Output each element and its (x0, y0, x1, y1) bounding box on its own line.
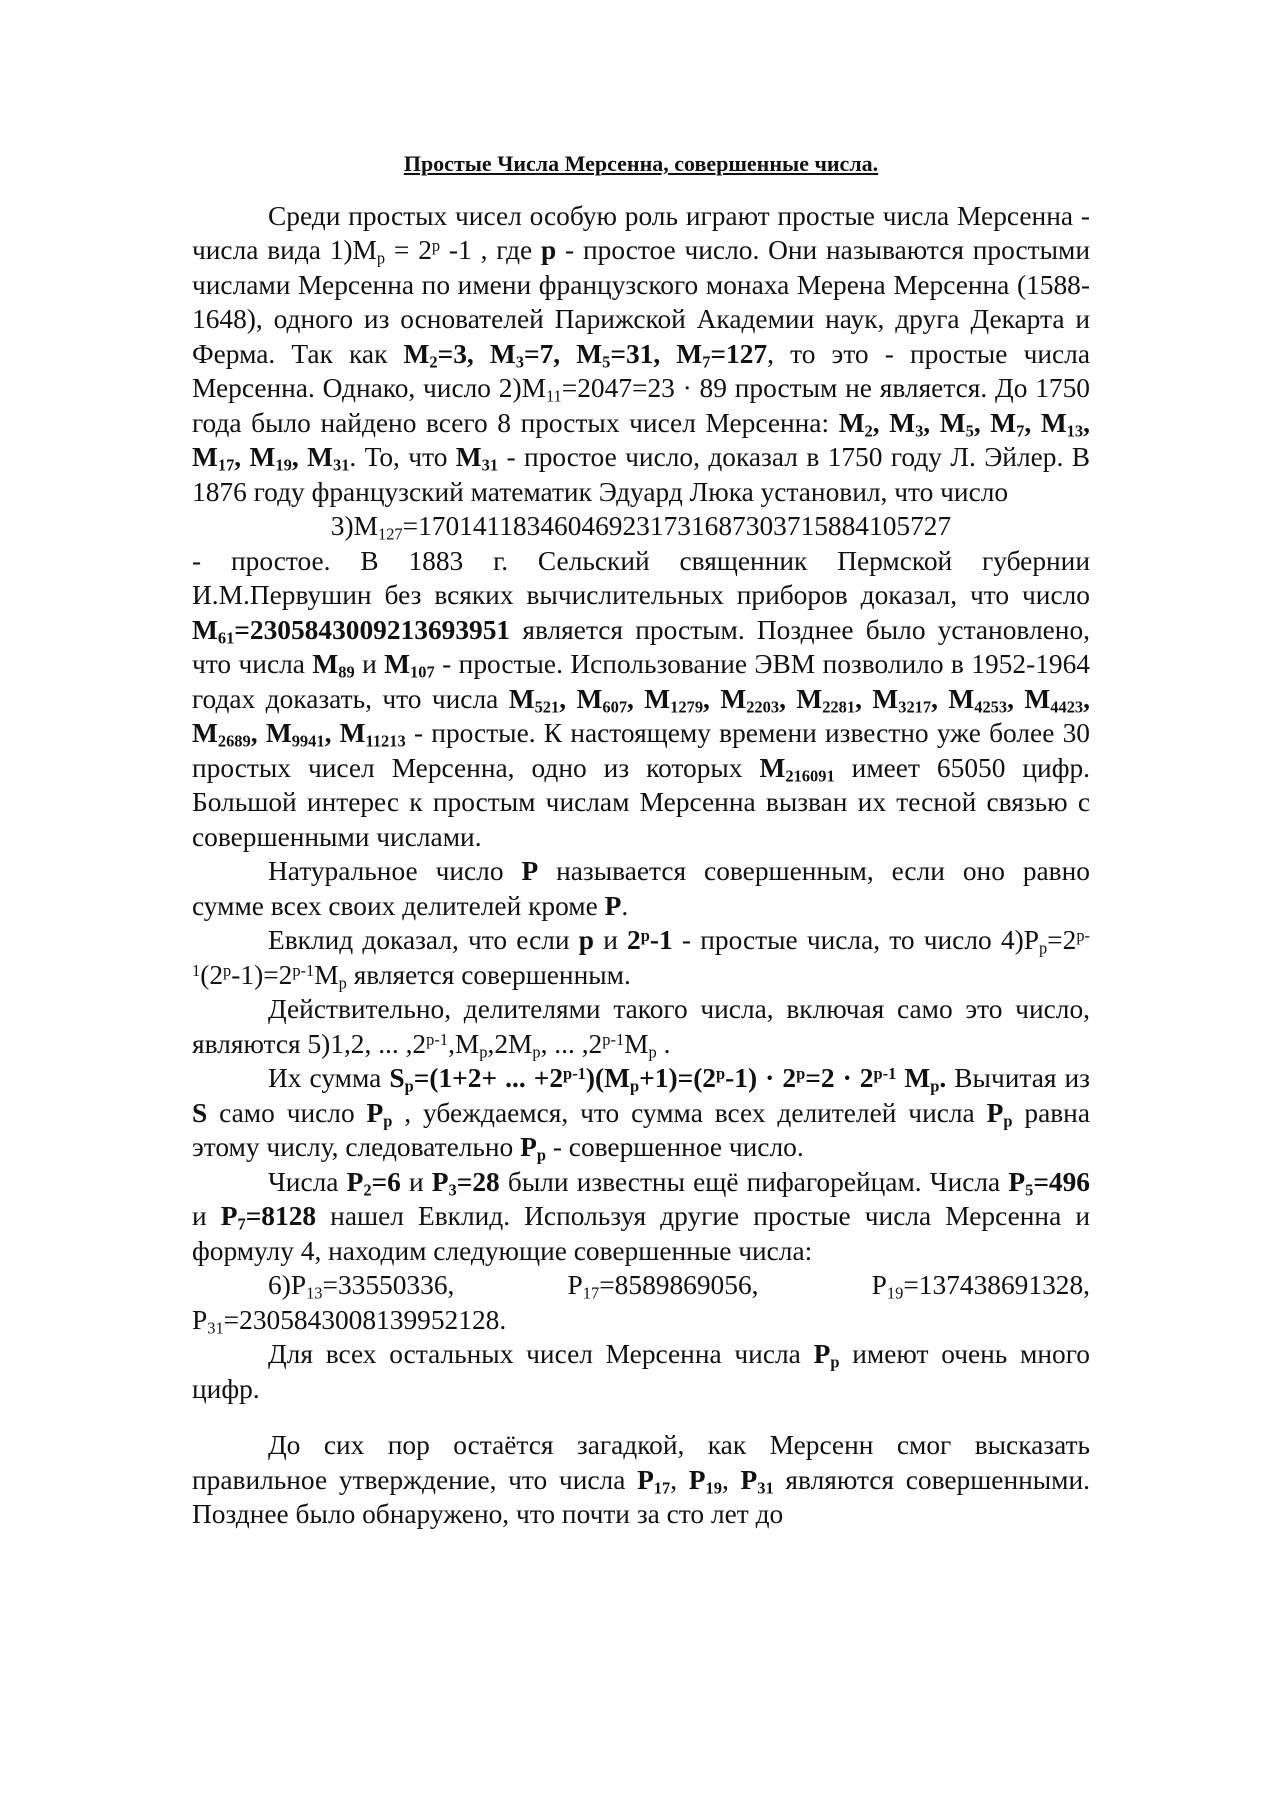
subscript: 89 (338, 662, 355, 682)
bold-text: +1)=(2 (639, 1063, 717, 1094)
subscript: 2 (429, 352, 438, 372)
subscript: p (830, 1352, 840, 1372)
bold-text: p (541, 235, 557, 266)
superscript: p (640, 925, 650, 945)
paragraph (192, 992, 1090, 1061)
text-run: , (670, 1464, 689, 1495)
subscript: 7 (702, 352, 711, 372)
text-run: - простое число, доказал в 1750 году Л. Эйлер. В 1876 году французский математик Эдуард Люка установил, что число (192, 442, 1090, 507)
subscript: 31 (481, 455, 499, 475)
text-run: =33550336, P (322, 1270, 583, 1301)
bold-text: p (578, 925, 595, 956)
text-run: Числа (268, 1166, 347, 1197)
text-run: и (192, 1201, 221, 1232)
text-run: ,2M (487, 1028, 533, 1059)
subscript: 3217 (898, 697, 932, 717)
text-run: =2 (1047, 925, 1077, 956)
subscript: 19 (886, 1283, 904, 1303)
subscript: 13 (306, 1283, 323, 1303)
text-run: =2047=23 · 89 простым не является. До 1750 года было найдено всего 8 простых чисел Мерсенна: (192, 373, 1090, 438)
text-run: - простые числа, то число 4)P (672, 925, 1039, 956)
bold-text: , M (234, 442, 276, 473)
bold-text: M (508, 683, 535, 714)
text-run: - простые. Использование ЭВМ позволило в 1952-1964 годах доказать, что числа (192, 649, 1090, 714)
text-run: нашел Евклид. Используя другие простые числа Мерсенна и формулу 4, находим следующие совершенные числа: (192, 1201, 1090, 1266)
subscript: p (536, 1145, 546, 1165)
subscript: 1279 (670, 697, 704, 717)
bold-text: =127 (710, 338, 768, 369)
superscript: p-1 (292, 960, 315, 980)
subscript: 61 (217, 628, 235, 648)
bold-text: , M (931, 683, 975, 714)
text-run: Среди простых чисел особую роль играют простые числа Мерсенна - числа вида 1)M (192, 200, 1090, 266)
bold-text: , M (324, 718, 366, 749)
paragraph (192, 1337, 1090, 1406)
bold-text: P (520, 1132, 537, 1163)
subscript: 2 (864, 421, 873, 441)
bold-text: P (431, 1166, 449, 1197)
bold-text: P (813, 1339, 831, 1370)
bold-text: , M (923, 407, 966, 438)
text-run: ,M (448, 1028, 480, 1059)
text-run: - простое. В 1883 г. Сельский священник Пермской губернии И.М.Первушин без всяких вычислительных приборов доказал, что число (192, 545, 1090, 611)
bold-text: P (637, 1464, 654, 1495)
subscript: 31 (207, 1318, 224, 1338)
text-run: -1 , где (440, 235, 542, 266)
subscript: 19 (275, 455, 292, 475)
paragraph (192, 544, 1090, 855)
text-run: M (314, 959, 339, 990)
subscript: p (1038, 938, 1048, 958)
paragraph (192, 1061, 1090, 1165)
subscript: 31 (332, 455, 350, 475)
subscript: 9941 (291, 731, 325, 751)
subscript: p (479, 1042, 488, 1062)
subscript: 11 (545, 386, 562, 406)
text-run: - простое число. Они называются простыми числами Мерсенна по имени французского монаха Мерена Мерсенна (1588-1648), одного из основателей Парижской Академии наук, друга Декарта и Ферма. Так как (192, 235, 1091, 369)
superscript: p-1 (602, 1029, 625, 1049)
subscript: 607 (602, 697, 628, 717)
text-run: . То, что (349, 442, 456, 473)
text-run: 3)M (330, 511, 378, 542)
text-run: =2305843008139952128. (223, 1304, 507, 1335)
subscript: 3 (915, 421, 924, 441)
subscript: 17 (217, 455, 235, 475)
bold-text: =31, M (610, 338, 703, 369)
bold-text: =496 (1033, 1166, 1091, 1197)
text-run: - простые. К настоящему времени известно уже более 30 простых чисел Мерсенна, одно из которых (192, 718, 1090, 783)
document-body (192, 199, 1090, 1532)
paragraph (192, 1268, 1090, 1337)
subscript: 5 (1025, 1180, 1034, 1200)
superscript: p-1 (192, 925, 1091, 980)
bold-text: M (759, 752, 786, 783)
superscript: p-1 (873, 1063, 897, 1083)
text-run: являются совершенными. Позднее было обнаружено, что почти за сто лет до (192, 1464, 1090, 1530)
bold-text: , M (627, 683, 671, 714)
bold-text: =8128 (245, 1201, 317, 1232)
subscript: 3 (448, 1180, 457, 1200)
bold-text: , M (291, 442, 333, 473)
text-run: =8589869056, P (599, 1270, 887, 1301)
subscript: 521 (534, 697, 560, 717)
subscript: p (648, 1042, 657, 1062)
text-run: , ... ,2 (540, 1028, 603, 1059)
text-run: . (656, 1028, 671, 1059)
bold-text: S (389, 1063, 405, 1094)
subscript: 7 (1016, 421, 1025, 441)
bold-text: =(1+2+ ... +2 (413, 1063, 564, 1094)
text-run: является простым. Позднее было установлено, что числа (192, 614, 1090, 680)
superscript: p (431, 235, 441, 255)
bold-text: , M (855, 683, 899, 714)
subscript: 2689 (217, 731, 251, 751)
text-run: Вычитая из (946, 1063, 1090, 1094)
bold-text: . (939, 1063, 947, 1094)
bold-text: , M (872, 407, 916, 438)
subscript: p (376, 248, 386, 268)
bold-text: -1 (649, 925, 673, 956)
subscript: 7 (237, 1214, 246, 1234)
bold-text: M (403, 338, 430, 369)
subscript: 127 (377, 524, 403, 544)
subscript: 17 (653, 1478, 671, 1498)
subscript: 31 (757, 1478, 774, 1498)
bold-text: P (740, 1464, 758, 1495)
superscript: p (716, 1063, 726, 1083)
bold-text: =7, M (523, 338, 603, 369)
text-run: были известны ещё пифагорейцам. Числа (499, 1166, 1009, 1197)
bold-text: =28 (456, 1166, 500, 1197)
paragraph (192, 509, 1090, 544)
bold-text: , M (250, 718, 292, 749)
subscript: 4423 (1050, 697, 1084, 717)
text-run: Для всех остальных чисел Мерсенна числа (268, 1339, 814, 1370)
subscript: p (383, 1111, 393, 1131)
subscript: p (404, 1076, 414, 1096)
subscript: p (532, 1042, 541, 1062)
bold-text: S (192, 1097, 208, 1128)
bold-text: M (192, 614, 218, 645)
bold-text: , M (1007, 683, 1051, 714)
superscript: p (796, 1063, 806, 1083)
paragraph (192, 854, 1090, 923)
text-run: имеет 65050 цифр. Большой интерес к простым числам Мерсенна вызван их тесной связью с совершенными числами. (192, 752, 1091, 852)
bold-text: M (384, 649, 411, 680)
subscript: 3 (515, 352, 524, 372)
subscript: p (630, 1076, 640, 1096)
text-run: и (400, 1166, 432, 1197)
text-run: , убеждаемся, что сумма всех делителей числа (392, 1097, 987, 1128)
bold-text: P (220, 1201, 238, 1232)
text-run: -1)=2 (231, 959, 293, 990)
subscript: 2 (363, 1180, 372, 1200)
text-run: = 2 (385, 235, 432, 266)
subscript: 2203 (746, 697, 780, 717)
subscript: p (1003, 1111, 1013, 1131)
text-run: называется совершенным, если оно равно сумме всех своих делителей кроме (192, 856, 1090, 921)
text-run: Натуральное число (268, 856, 522, 887)
document-title: Простые Числа Мерсенна, совершенные числа. (403, 151, 879, 176)
text-run: =170141183460469231731687303715884105727 (402, 511, 952, 542)
bold-text: M (896, 1063, 931, 1094)
paragraph (192, 923, 1090, 992)
bold-text: , M (192, 407, 1090, 473)
text-run: само число (207, 1097, 367, 1128)
text-run: и (594, 925, 628, 956)
text-run: имеют очень много цифр. (192, 1339, 1090, 1404)
subscript: p (338, 973, 347, 993)
bold-text: , M (192, 683, 1090, 749)
subscript: 5 (965, 421, 974, 441)
bold-text: P (346, 1166, 364, 1197)
subscript: 11213 (365, 731, 406, 751)
superscript: p-1 (563, 1063, 586, 1083)
bold-text: =2 · 2 (805, 1063, 874, 1094)
bold-text: =6 (371, 1166, 401, 1197)
text-run: Евклид доказал, что если (268, 925, 579, 956)
superscript: p (223, 960, 232, 980)
bold-text: P (1008, 1166, 1026, 1197)
bold-text: , M (1024, 407, 1067, 438)
paragraph (192, 1428, 1090, 1532)
subscript: 107 (410, 662, 435, 682)
bold-text: M (312, 649, 339, 680)
text-run: является совершенным. (346, 959, 631, 990)
bold-text: )(M (585, 1063, 630, 1094)
bold-text: P (986, 1097, 1004, 1128)
bold-text: M (455, 442, 482, 473)
subscript: p (930, 1076, 940, 1096)
bold-text: , M (779, 683, 823, 714)
bold-text: , M (703, 683, 747, 714)
subscript: 216091 (785, 766, 835, 786)
bold-text: P (604, 890, 622, 921)
text-run: , то это - простые числа Мерсенна. Однако, число 2)M (192, 338, 1090, 404)
text-run: Их сумма (268, 1063, 390, 1094)
bold-text: 2 (627, 925, 641, 956)
text-run: До сих пор остаётся загадкой, как Мерсенн смог высказать правильное утверждение, что числа (192, 1430, 1090, 1495)
text-run: , (721, 1464, 741, 1495)
text-run: и (354, 649, 385, 680)
bold-text: , M (973, 407, 1017, 438)
subscript: 17 (582, 1283, 600, 1303)
text-run: 6)P (268, 1270, 307, 1301)
bold-text: =2305843009213693951 (234, 614, 511, 645)
subscript: 13 (1066, 421, 1084, 441)
superscript: p-1 (426, 1029, 449, 1049)
text-run: (2 (200, 959, 224, 990)
subscript: 2281 (822, 697, 856, 717)
text-run: =137438691328, P (192, 1270, 1090, 1335)
subscript: 19 (705, 1478, 722, 1498)
bold-text: =3, M (437, 338, 516, 369)
bold-text: M (838, 407, 865, 438)
bold-text: -1) · 2 (725, 1063, 797, 1094)
paragraph (192, 1165, 1090, 1269)
bold-text: , M (559, 683, 603, 714)
paragraph (192, 199, 1090, 510)
text-run: . (621, 890, 629, 921)
text-run: Действительно, делителями такого числа, включая само это число, являются 5)1,2, ... ,2 (192, 994, 1090, 1059)
bold-text: P (688, 1464, 706, 1495)
subscript: 4253 (974, 697, 1008, 717)
text-run: - совершенное число. (545, 1132, 804, 1163)
subscript: 5 (602, 352, 611, 372)
text-run: равна этому числу, следовательно (192, 1097, 1090, 1163)
bold-text: P (521, 856, 539, 887)
bold-text: P (366, 1097, 384, 1128)
text-run: M (624, 1028, 649, 1059)
